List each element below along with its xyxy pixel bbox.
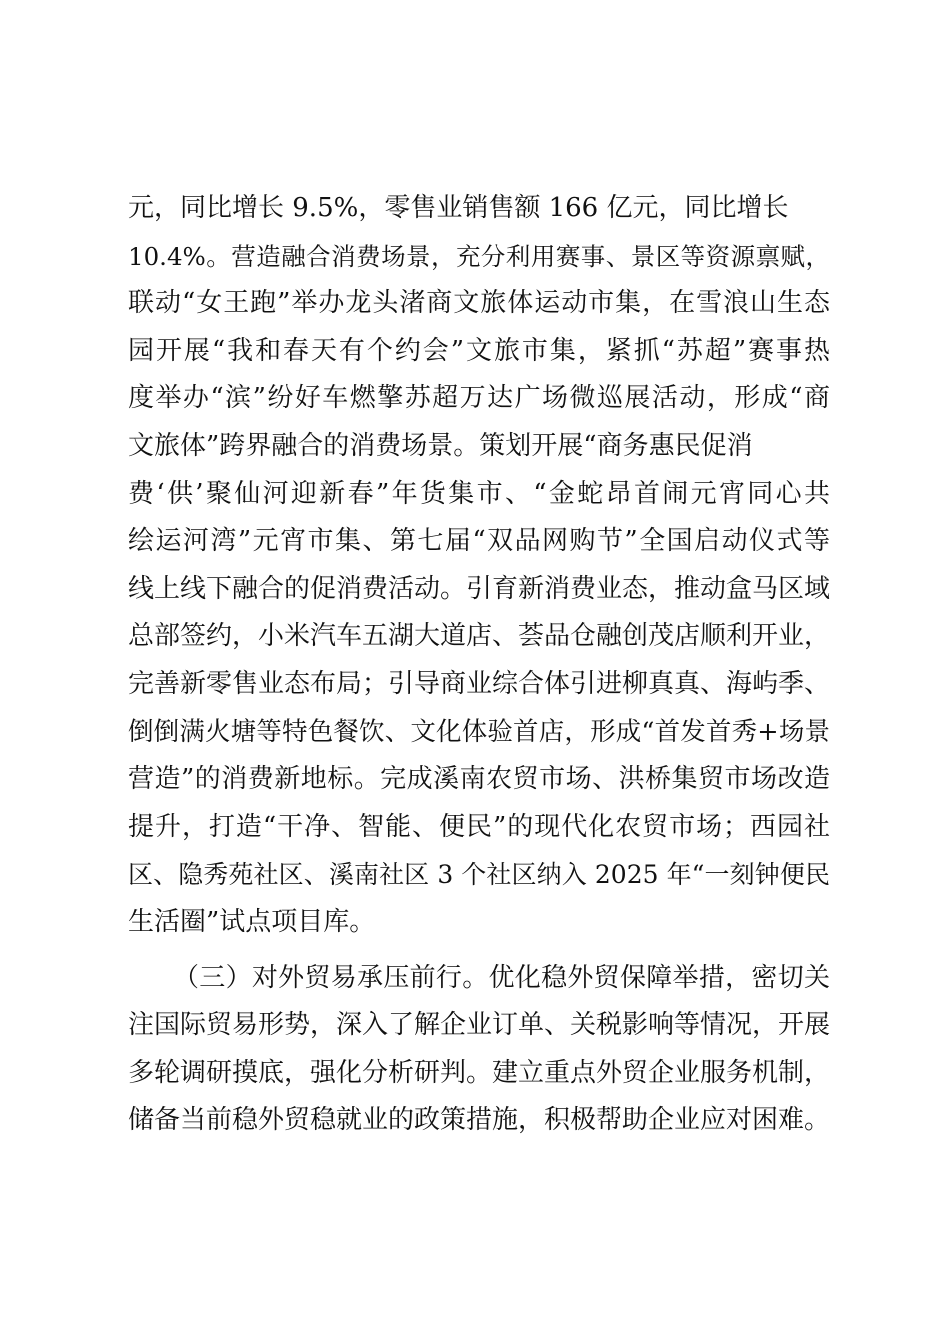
text-line: 储备当前稳外贸稳就业的政策措施，积极帮助企业应对困难。 [128,1105,831,1136]
text-line: 线上线下融合的促消费活动。引育新消费业态，推动盒马区域 [128,573,831,604]
text-line: 10.4%。营造融合消费场景，充分利用赛事、景区等资源禀赋， [128,241,830,271]
text-line: 注国际贸易形势，深入了解企业订单、关税影响等情况，开展 [128,1010,831,1041]
paragraph-sales-and-consumption [128,185,830,947]
text-line: 费‘供’聚仙河迎新春”年货集市、“金蛇昂首闹元宵同心共 [128,478,830,509]
text-line: 多轮调研摸底，强化分析研判。建立重点外贸企业服务机制， [128,1057,831,1088]
body-text [128,185,830,1145]
text-line: （三）对外贸易承压前行。优化稳外贸保障举措，密切关 [173,962,830,993]
text-line: 园开展“我和春天有个约会”文旅市集，紧抓“苏超”赛事热 [128,335,830,366]
text-line: 完善新零售业态布局；引导商业综合体引进柳真真、海屿季、 [128,668,831,699]
text-line: 区、隐秀苑社区、溪南社区 3 个社区纳入 2025 年“一刻钟便民 [128,860,830,890]
text-line: 总部签约，小米汽车五湖大道店、荟品仓融创茂店顺利开业， [128,621,831,652]
text-line: 度举办“滨”纷好车燃擎苏超万达广场微巡展活动，形成“商 [128,383,830,414]
text-line: 文旅体”跨界融合的消费场景。策划开展“商务惠民促消 [128,430,753,461]
text-line: 提升，打造“干净、智能、便民”的现代化农贸市场；西园社 [128,811,830,842]
text-line: 绘运河湾”元宵市集、第七届“双品网购节”全国启动仪式等 [128,526,830,557]
text-line: 生活圈”试点项目库。 [128,906,376,937]
text-line: 营造”的消费新地标。完成溪南农贸市场、洪桥集贸市场改造 [128,764,830,795]
text-line: 元，同比增长 9.5%，零售业销售额 166 亿元，同比增长 [128,193,789,223]
text-line: 联动“女王跑”举办龙头渚商文旅体运动市集，在雪浪山生态 [128,288,830,319]
paragraph-spacer [128,947,830,955]
text-line: 倒倒满火塘等特色餐饮、文化体验首店，形成“首发首秀+场景 [128,716,830,747]
paragraph-foreign-trade [128,955,830,1145]
